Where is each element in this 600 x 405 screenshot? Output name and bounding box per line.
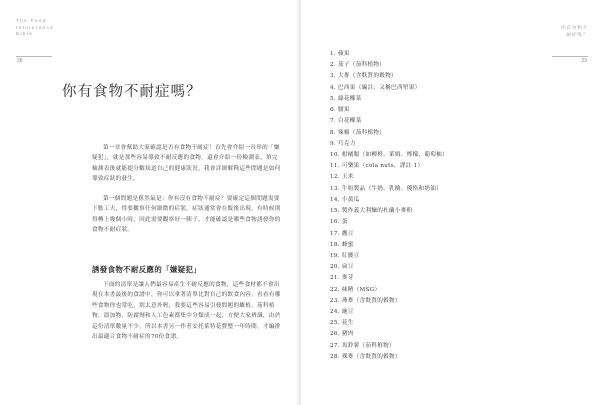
food-list-item: 12. 玉米 (330, 174, 354, 181)
suspect-food-list (330, 49, 448, 363)
running-head-left (16, 18, 54, 38)
food-list-item: 27. 馬鈴薯（茄科植物） (330, 342, 395, 349)
food-list-item: 15. 製作義大利麵的杜蘭小麥粉 (330, 208, 413, 215)
running-head-right (561, 24, 588, 38)
body-paragraph: 第一個問題是舊然氣是：你有沒有食物不耐症？要確定這個問題需要下點工夫，得要觀察任何細微的症狀。症狀通常會在飯後出現，有時候則得轉上幾個小時，因此需要觀察好一陣子，才能確認是哪些食物誘發你的食物不耐症狀。 (92, 196, 281, 234)
page-number-left: 28 (17, 58, 23, 64)
page-number-right: 29 (581, 58, 587, 64)
food-list-item: 23. 燕麥（含麩質的穀物） (330, 297, 401, 304)
food-list-item: 17. 鷹豆 (330, 230, 354, 237)
food-list-item: 14. 小黃瓜 (330, 196, 360, 203)
food-list-item: 1. 蘋果 (330, 51, 350, 57)
food-list-item: 4. 巴西果（編註：又稱巴西堅果） (330, 84, 421, 91)
food-list-item: 10. 柑橘類（如柳橙、萊姆、檸檬、葡萄柚） (330, 151, 448, 158)
food-list-item: 18. 蜂蜜 (330, 241, 354, 248)
running-head-line: Bible (16, 31, 34, 36)
header-rule (16, 56, 52, 57)
chapter-title: 你有食物不耐症嗎？ (62, 84, 202, 100)
food-list-item: 24. 豌豆 (330, 309, 354, 316)
food-list-item: 21. 麥芽 (330, 275, 354, 282)
food-list-item: 19. 紅腰豆 (330, 252, 360, 259)
body-paragraph: 第一章會幫助大家確認是否有食物不耐症！首先會介紹一長串的「嫌疑犯」，就是那些容易導致不耐反應的食物，還會介紹一份檢測表，填完檢測表後就能提分數知道自己的健康狀況，我會詳細解釋這些問題是如何導致症狀的發生。 (92, 145, 281, 183)
food-list-item: 7. 白花椰菜 (330, 118, 362, 125)
food-list-item: 5. 綠花椰菜 (330, 95, 362, 102)
running-head-line: 耐症嗎？ (566, 32, 588, 37)
food-list-item: 13. 牛奶製品（牛奶、乳酪、優格和奶油） (330, 185, 443, 192)
food-list-item: 28. 裸麥（含麩質的穀物） (330, 353, 401, 360)
running-head-line: Intolerance (16, 24, 55, 30)
food-list-item: 20. 扁豆 (330, 264, 354, 271)
food-list-item: 6. 腰果 (330, 107, 350, 114)
food-list-item: 26. 豬肉 (330, 331, 354, 338)
header-rule (552, 56, 588, 57)
running-head-line: The Food (16, 18, 47, 23)
food-list-item: 2. 茄子（茄科植物） (330, 62, 386, 69)
running-head-line: 你有食物不 (561, 25, 588, 30)
food-list-item: 8. 辣椒（茄科植物） (330, 129, 386, 136)
food-list-item: 25. 花生 (330, 320, 354, 327)
food-list-item: 3. 大麥（含麩質的穀物） (330, 73, 397, 80)
section-heading: 誘發食物不耐反應的「嫌疑犯」 (92, 265, 202, 274)
body-paragraph: 下面的清單是讓人們最容易產生不耐反應的食物，這些食材都不會出現在本書最後的食譜中，你可以拿著清單比對自己的飲食內容，看看有哪些食物你也常吃，別太意外喔，我要這些容易引發問題的雖植，茄科植物，溫加物，防腐劑和人工色素都集中分類成一起，方便大家辨識，由於這份清單數量不少，所以本書另一作者安托萊特花費整一年時間，才編排出最適合食物不耐症的70份食譜。 (92, 282, 281, 341)
food-list-item: 16. 蛋 (330, 219, 348, 226)
left-page (0, 0, 299, 405)
food-list-item: 11. 可樂果（cola nuts，譯註 1） (330, 163, 424, 170)
food-list-item: 9. 巧克力 (330, 140, 356, 147)
food-list-item: 22. 味精（MSG） (330, 286, 381, 293)
